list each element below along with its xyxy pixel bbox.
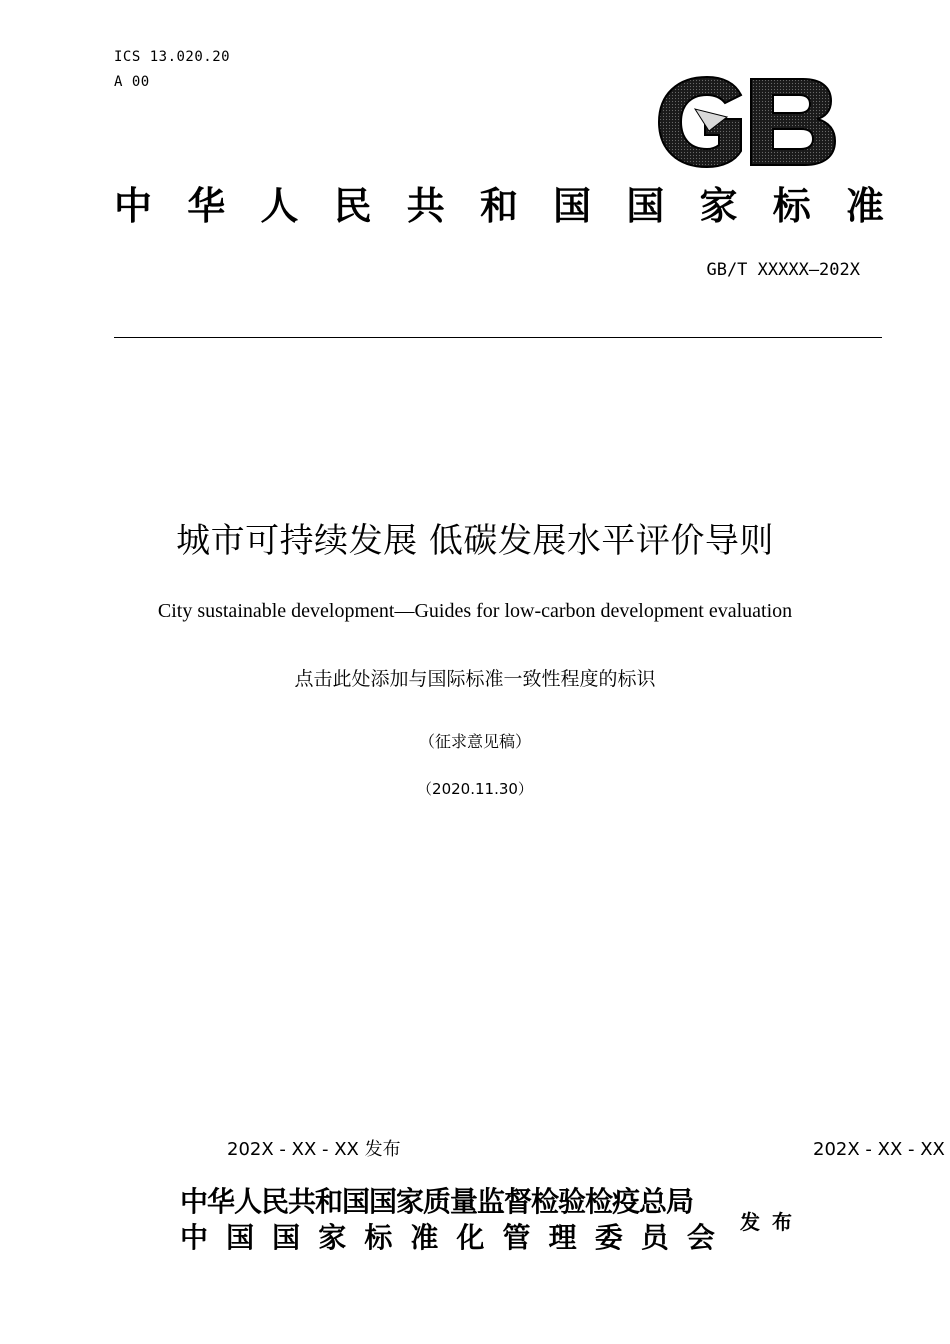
header-divider	[114, 337, 882, 338]
publish-word: 发布	[740, 1210, 804, 1234]
ics-code: ICS 13.020.20	[114, 49, 231, 65]
consistency-note[interactable]: 点击此处添加与国际标准一致性程度的标识	[294, 668, 656, 690]
publisher-name-2-char: 国	[226, 1221, 255, 1254]
publisher-name-2-char: 委	[594, 1221, 623, 1254]
title-chinese: 城市可持续发展 低碳发展水平评价导则	[176, 521, 774, 561]
publisher-name-2-char: 员	[640, 1221, 669, 1254]
publisher-name-2-char: 管	[502, 1221, 531, 1254]
standard-category-char: 准	[845, 183, 884, 228]
publisher-name-1: 中华人民共和国国家质量监督检验检疫总局	[180, 1185, 694, 1218]
ccs-code: A 00	[114, 74, 150, 90]
standard-category-char: 和	[479, 183, 518, 228]
standard-category-char: 人	[260, 183, 299, 228]
standard-category-char: 标	[772, 183, 811, 228]
draft-label: （征求意见稿）	[418, 732, 531, 751]
publisher-name-2-char: 会	[686, 1221, 715, 1254]
standard-category-char: 华	[187, 183, 226, 228]
standard-category-char: 国	[626, 183, 665, 228]
standard-number: GB/T XXXXX—202X	[706, 260, 860, 280]
standard-category-heading	[114, 180, 884, 232]
standard-category-char: 共	[406, 183, 445, 228]
publisher-name-2-char: 家	[318, 1221, 347, 1254]
publisher-name-2-char: 化	[456, 1221, 485, 1254]
standard-category-char: 国	[553, 183, 592, 228]
publisher-name-2-char: 标	[364, 1221, 393, 1254]
publisher-name-2-char: 准	[410, 1221, 439, 1254]
draft-date: （2020.11.30）	[417, 780, 533, 798]
implementation-date: 202X - XX - XX	[813, 1139, 945, 1160]
publisher-name-2	[180, 1221, 715, 1255]
publisher-block	[180, 1185, 715, 1255]
standard-category-char: 民	[333, 183, 372, 228]
standard-category-char: 家	[699, 183, 738, 228]
publisher-name-2-char: 中	[180, 1221, 209, 1254]
title-english: City sustainable development—Guides for low-carbon development evaluation	[157, 600, 793, 622]
gb-logo	[653, 73, 839, 171]
publisher-name-2-char: 理	[548, 1221, 577, 1254]
standard-category-char: 中	[114, 183, 153, 228]
issue-date: 202X - XX - XX 发布	[227, 1139, 401, 1160]
publisher-name-2-char: 国	[272, 1221, 301, 1254]
